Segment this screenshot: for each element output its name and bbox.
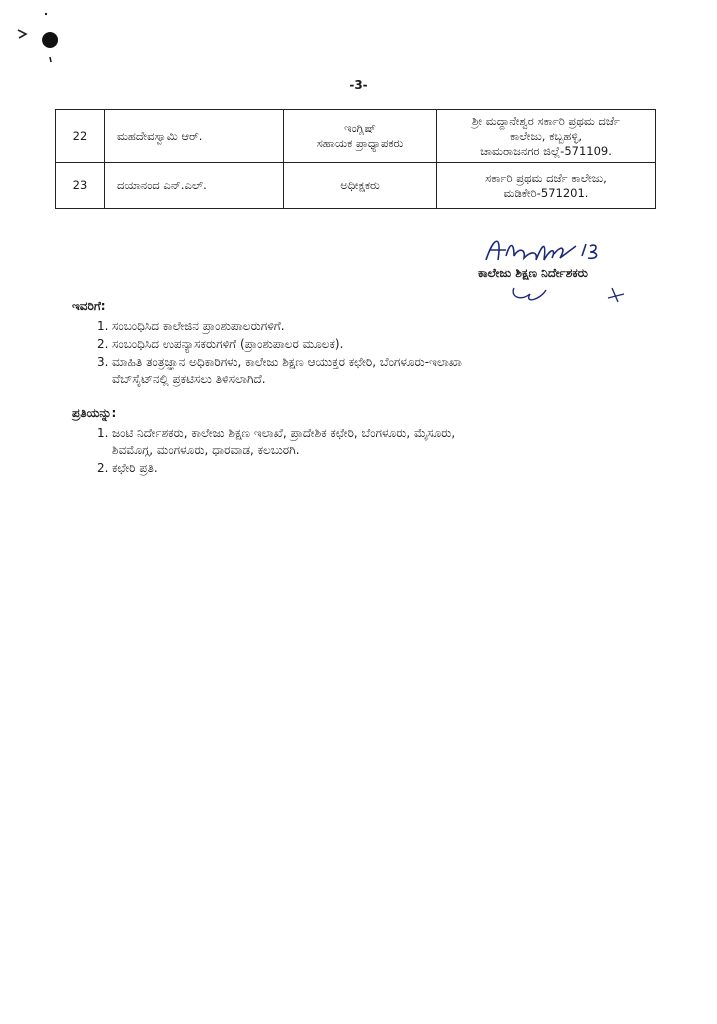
page-number: -3- — [349, 78, 368, 92]
serial-cell: 23 — [56, 163, 105, 209]
name-cell: ದಯಾನಂದ ಎನ್.ಎಲ್. — [105, 163, 284, 209]
list-item: 1. ಸಂಬಂಧಿಸಿದ ಕಾಲೇಜಿನ ಪ್ರಾಂಶುಪಾಲರುಗಳಿಗೆ. — [97, 319, 285, 333]
recipients-heading: ಇವರಿಗೆ: — [72, 299, 106, 313]
signatory-title: ಕಾಲೇಜು ಶಿಕ್ಷಣ ನಿರ್ದೇಶಕರು — [478, 266, 588, 280]
list-item: 2. ಸಂಬಂಧಿಸಿದ ಉಪನ್ಯಾಸಕರುಗಳಿಗೆ (ಪ್ರಾಂಶುಪಾಲರ ಮೂಲಕ). — [97, 337, 344, 351]
recipients-section — [72, 299, 462, 389]
table-row — [56, 110, 656, 163]
staff-table — [55, 109, 656, 209]
copies-section — [72, 406, 455, 478]
designation-cell: ಇಂಗ್ಲಿಷ್ ಸಹಾಯಕ ಪ್ರಾಧ್ಯಾಪಕರು — [284, 110, 437, 163]
table-row — [56, 163, 656, 209]
college-cell: ಸರ್ಕಾರಿ ಪ್ರಥಮ ದರ್ಜೆ ಕಾಲೇಜು, ಮಡಿಕೇರಿ-571201. — [437, 163, 656, 209]
serial-cell: 22 — [56, 110, 105, 163]
scan-marks — [10, 8, 70, 68]
list-item: 3. ಮಾಹಿತಿ ತಂತ್ರಜ್ಞಾನ ಅಧಿಕಾರಿಗಳು, ಕಾಲೇಜು ಶಿಕ್ಷಣ ಆಯುಕ್ತರ ಕಛೇರಿ, ಬೆಂಗಳೂರು-ಇಲಾಖಾ ವೆಬ್‌ಸೈಟ್‌ನಲ್ಲಿ ಪ್ರಕಟಿಸಲು ತಿಳಿಸಲಾಗಿದೆ. — [97, 355, 462, 386]
copies-heading: ಪ್ರತಿಯನ್ನು: — [72, 406, 117, 420]
designation-cell: ಅಧೀಕ್ಷಕರು — [284, 163, 437, 209]
list-item: 2. ಕಛೇರಿ ಪ್ರತಿ. — [97, 461, 158, 475]
name-cell: ಮಹದೇವಸ್ವಾಮಿ ಆರ್. — [105, 110, 284, 163]
college-cell: ಶ್ರೀ ಮದ್ದಾನೇಶ್ವರ ಸರ್ಕಾರಿ ಪ್ರಥಮ ದರ್ಜೆ ಕಾಲೇಜು, ಕಬ್ಬಹಳ್ಳಿ, ಚಾಮರಾಜನಗರ ಜಿಲ್ಲೆ-571109. — [437, 110, 656, 163]
list-item: 1. ಜಂಟಿ ನಿರ್ದೇಶಕರು, ಕಾಲೇಜು ಶಿಕ್ಷಣ ಇಲಾಖೆ, ಪ್ರಾದೇಶಿಕ ಕಛೇರಿ, ಬೆಂಗಳೂರು, ಮೈಸೂರು, ಶಿವಮೊಗ್ಗ, ಮಂಗಳೂರು, ಧಾರವಾಡ, ಕಲಬುರಗಿ. — [97, 426, 456, 457]
